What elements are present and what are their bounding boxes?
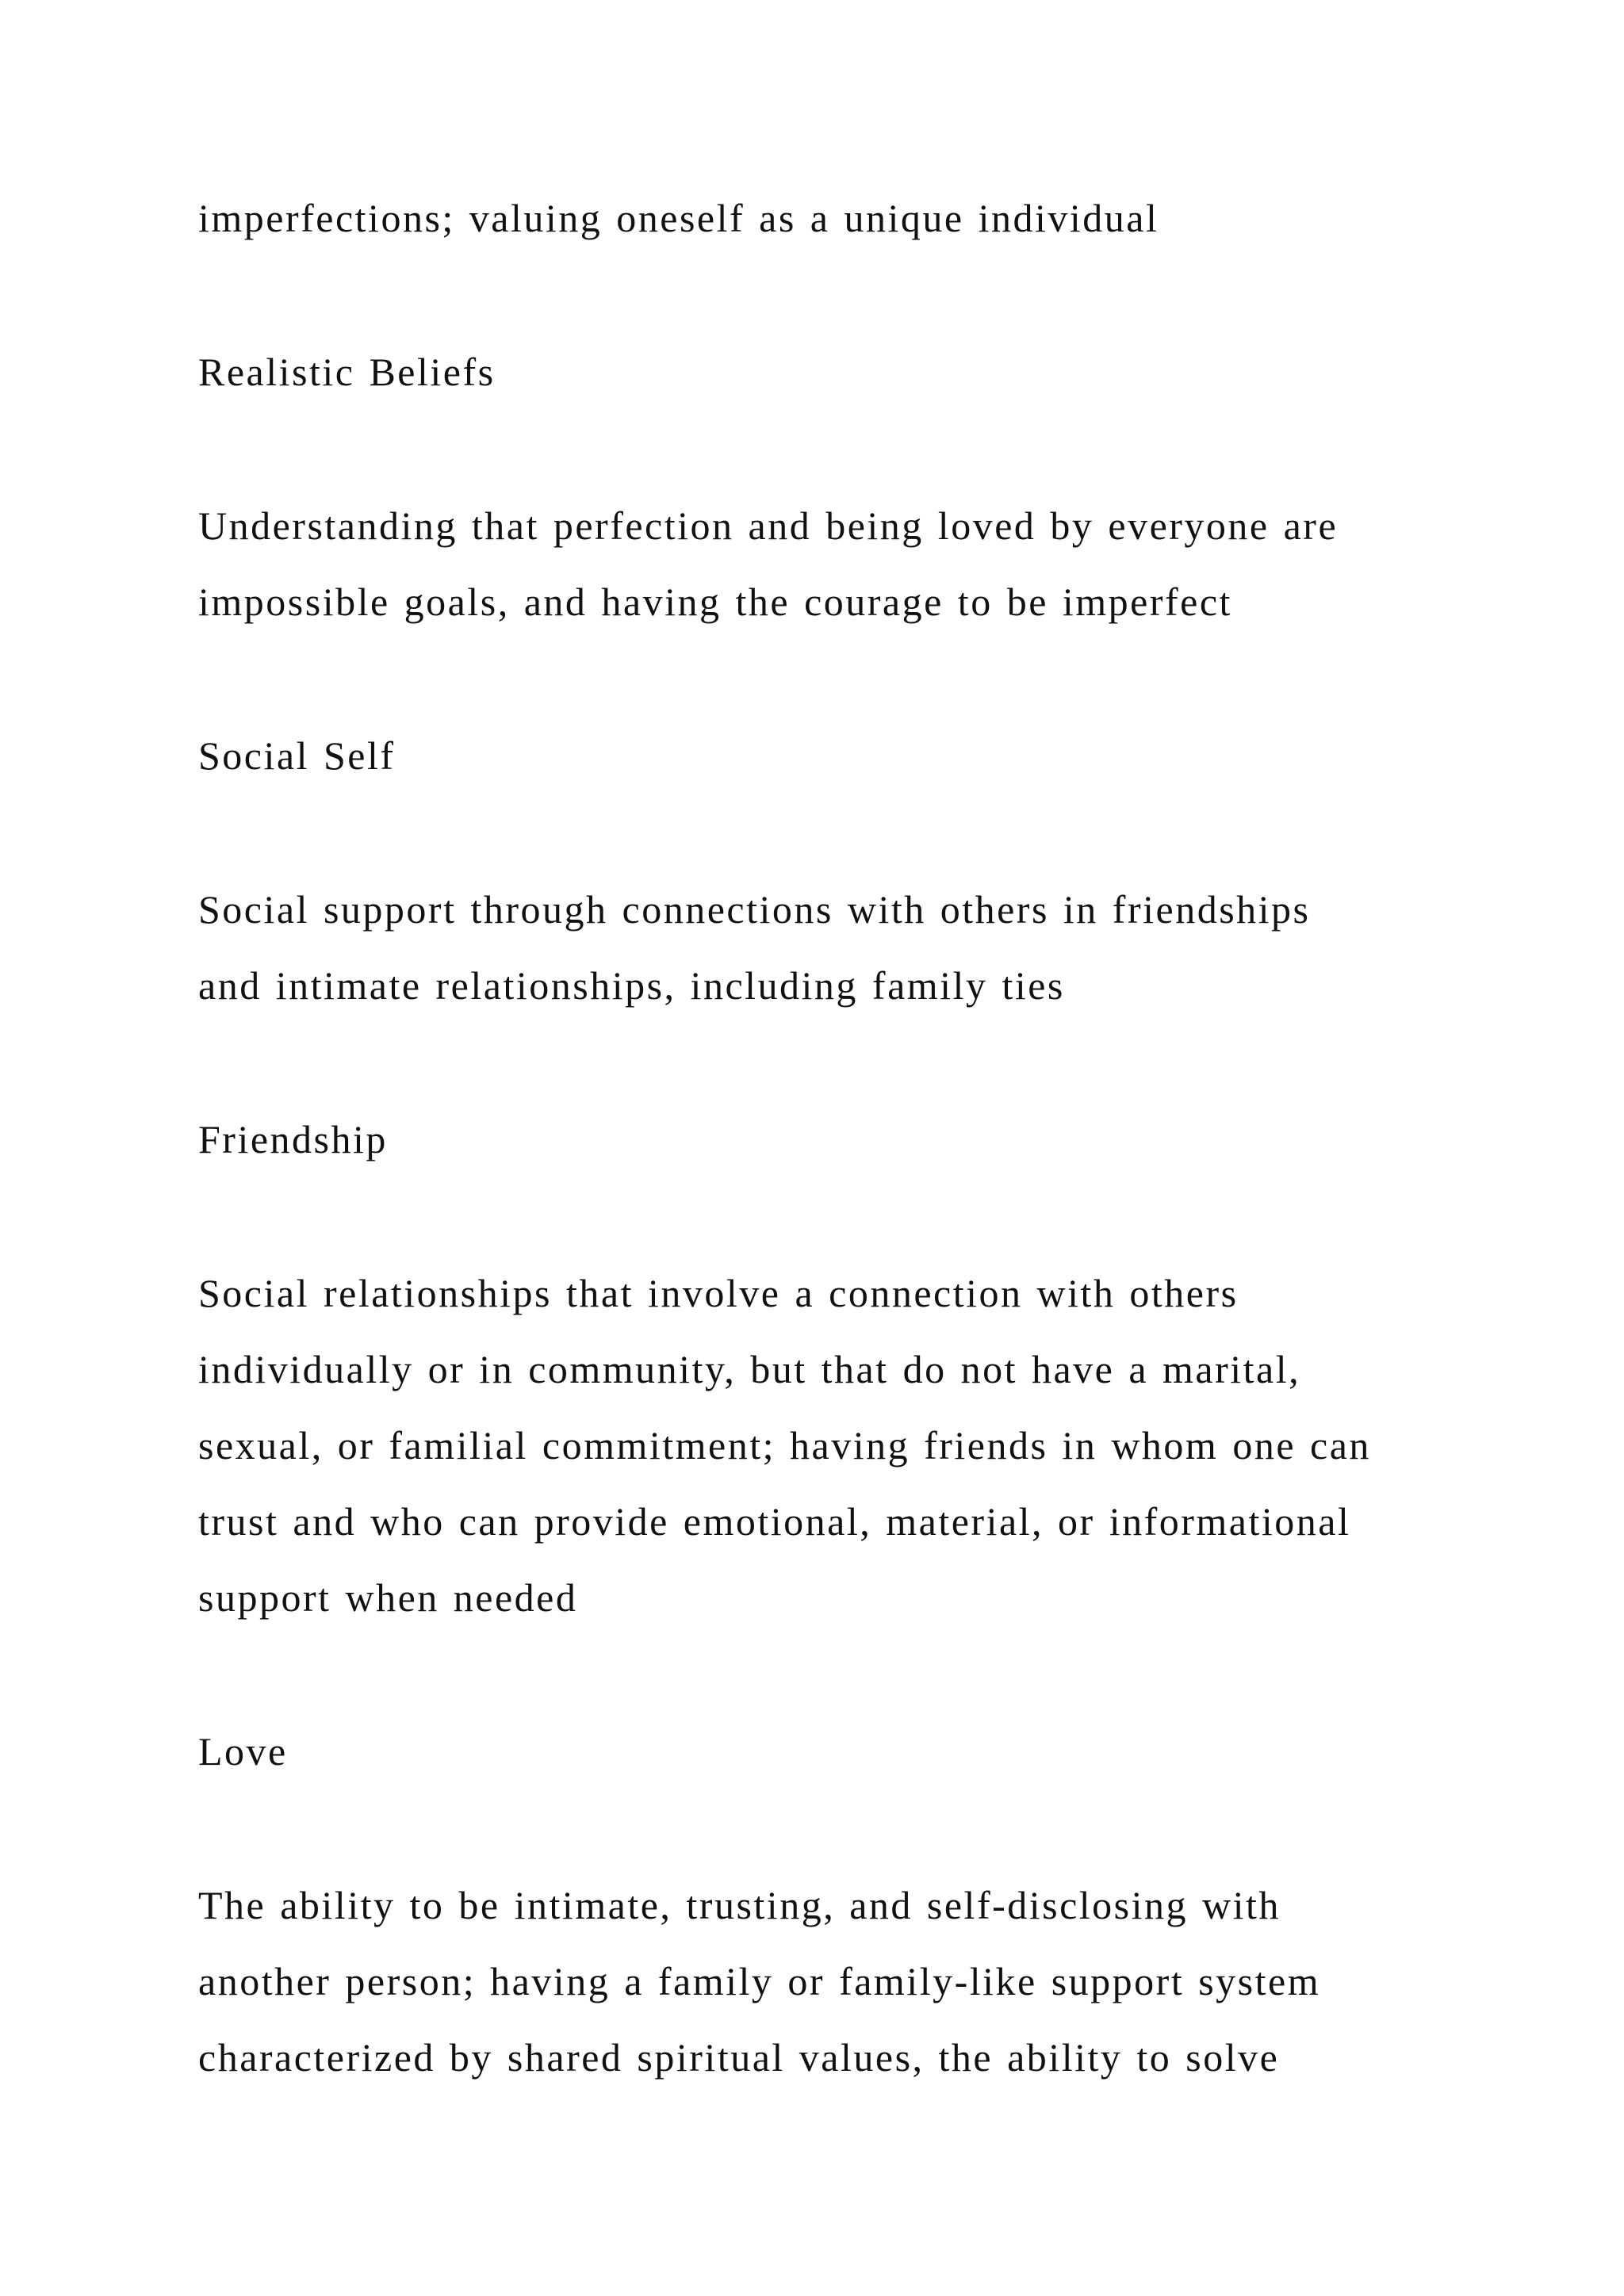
paragraph-friendship-line-3: sexual, or familial commitment; having friends in whom one can — [198, 1423, 1371, 1468]
heading-friendship: Friendship — [198, 1117, 388, 1161]
paragraph-love-line-1: The ability to be intimate, trusting, and self-disclosing with — [198, 1883, 1281, 1927]
heading-social-self: Social Self — [198, 733, 396, 778]
paragraph-friendship-line-5: support when needed — [198, 1575, 578, 1620]
heading-realistic-beliefs: Realistic Beliefs — [198, 350, 496, 394]
paragraph-social-self-line-1: Social support through connections with others in friendships — [198, 887, 1311, 932]
heading-love: Love — [198, 1729, 288, 1774]
paragraph-love-line-2: another person; having a family or family-like support system — [198, 1959, 1321, 2003]
paragraph-friendship-line-2: individually or in community, but that do not have a marital, — [198, 1347, 1301, 1391]
paragraph-social-self-line-2: and intimate relationships, including family ties — [198, 963, 1065, 1008]
paragraph-imperfections-line-1: imperfections; valuing oneself as a unique individual — [198, 196, 1159, 240]
paragraph-realistic-beliefs-line-1: Understanding that perfection and being loved by everyone are — [198, 503, 1339, 548]
paragraph-realistic-beliefs-line-2: impossible goals, and having the courage to be imperfect — [198, 580, 1232, 624]
paragraph-friendship-line-1: Social relationships that involve a connection with others — [198, 1271, 1239, 1315]
paragraph-friendship-line-4: trust and who can provide emotional, material, or informational — [198, 1499, 1351, 1544]
paragraph-love-line-3: characterized by shared spiritual values, the ability to solve — [198, 2035, 1280, 2080]
